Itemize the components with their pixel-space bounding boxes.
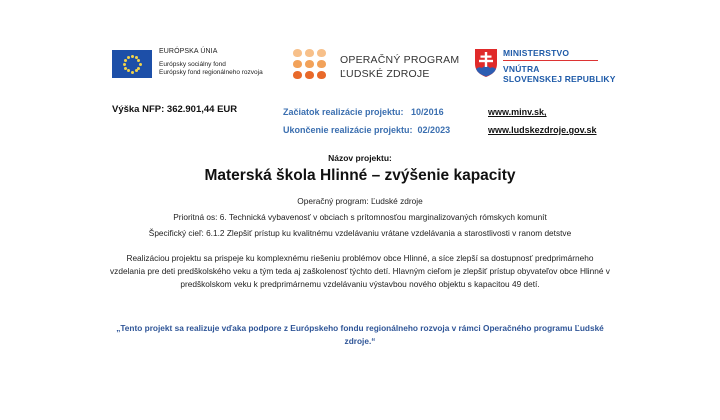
project-title: Materská škola Hlinné – zvýšenie kapacity [204,167,516,184]
eu-flag-logo [112,50,152,78]
eu-star-icon [123,63,126,66]
people-dots-icon [293,49,327,81]
funding-quote: „Tento projekt sa realizuje vďaka podpore z Európskeho fondu regionálneho rozvoja v rámci Operačného programu Ľudské zdroje.“ [116,323,604,346]
person-dot-icon [293,60,302,68]
person-dot-icon [317,60,326,68]
link-ludskezdroje[interactable]: www.ludskezdroje.gov.sk [488,125,597,135]
eu-fund-1: Európsky sociálny fond [159,61,226,68]
eu-logo-text [159,48,263,77]
eu-star-icon [139,63,142,66]
ministry-line-3: SLOVENSKEJ REPUBLIKY [503,74,616,84]
project-dates [283,103,450,139]
start-date: Začiatok realizácie projektu: 10/2016 [283,107,444,117]
nfp-amount: Výška NFP: 362.901,44 EUR [112,104,238,115]
person-dot-icon [305,60,314,68]
eu-star-icon [127,56,130,59]
person-dot-icon [305,49,314,57]
person-dot-icon [293,71,302,79]
person-dot-icon [317,49,326,57]
person-dot-icon [317,71,326,79]
link-minv[interactable]: www.minv.sk, [488,107,547,117]
eu-star-icon [131,55,134,58]
person-dot-icon [293,49,302,57]
eu-star-icon [137,59,140,62]
op-line-1: OPERAČNÝ PROGRAM [340,54,460,66]
eu-star-icon [127,69,130,72]
eu-title: EURÓPSKA ÚNIA [159,48,218,55]
slovak-coat-of-arms-icon [474,48,498,78]
eu-star-icon [124,67,127,70]
project-name-label: Názov projektu: [328,153,392,163]
op-logo-text [340,53,459,81]
op-line-2: ĽUDSKÉ ZDROJE [340,68,430,80]
ministry-logo-text [503,48,616,84]
links [488,103,597,139]
priority-axis: Prioritná os: 6. Technická vybavenosť v obciach s prítomnosťou marginalizovaných rómskych komunít [173,212,547,222]
eu-star-icon [131,71,134,74]
project-description: Realizáciou projektu sa prispeje ku komplexnému riešeniu problémov obce Hlinné, a síce zlepší sa dostupnosť predprimárneho vzdelania pre deti predškolského veku a tým teda aj zaškolenosť týchto detí. Hlavným cieľom je zlepšiť prístup obyvateľov obce Hlinné v predškolskom veku k predprimárnemu vzdelávaniu výstavbou nového objektu s kapacitou 49 detí. [110,253,610,289]
ministry-line-1: MINISTERSTVO [503,48,598,61]
operational-program: Operačný program: Ľudské zdroje [297,196,423,206]
ministry-line-2: VNÚTRA [503,64,540,74]
end-date: Ukončenie realizácie projektu: 02/2023 [283,125,451,135]
person-dot-icon [305,71,314,79]
specific-goal: Špecifický cieľ: 6.1.2 Zlepšiť prístup ku kvalitnému vzdelávaniu vrátane vzdelávania a starostlivosti v ranom detstve [148,228,572,238]
eu-star-icon [135,69,138,72]
eu-fund-2: Európsky fond regionálneho rozvoja [159,69,263,76]
eu-star-icon [137,67,140,70]
eu-star-icon [124,59,127,62]
